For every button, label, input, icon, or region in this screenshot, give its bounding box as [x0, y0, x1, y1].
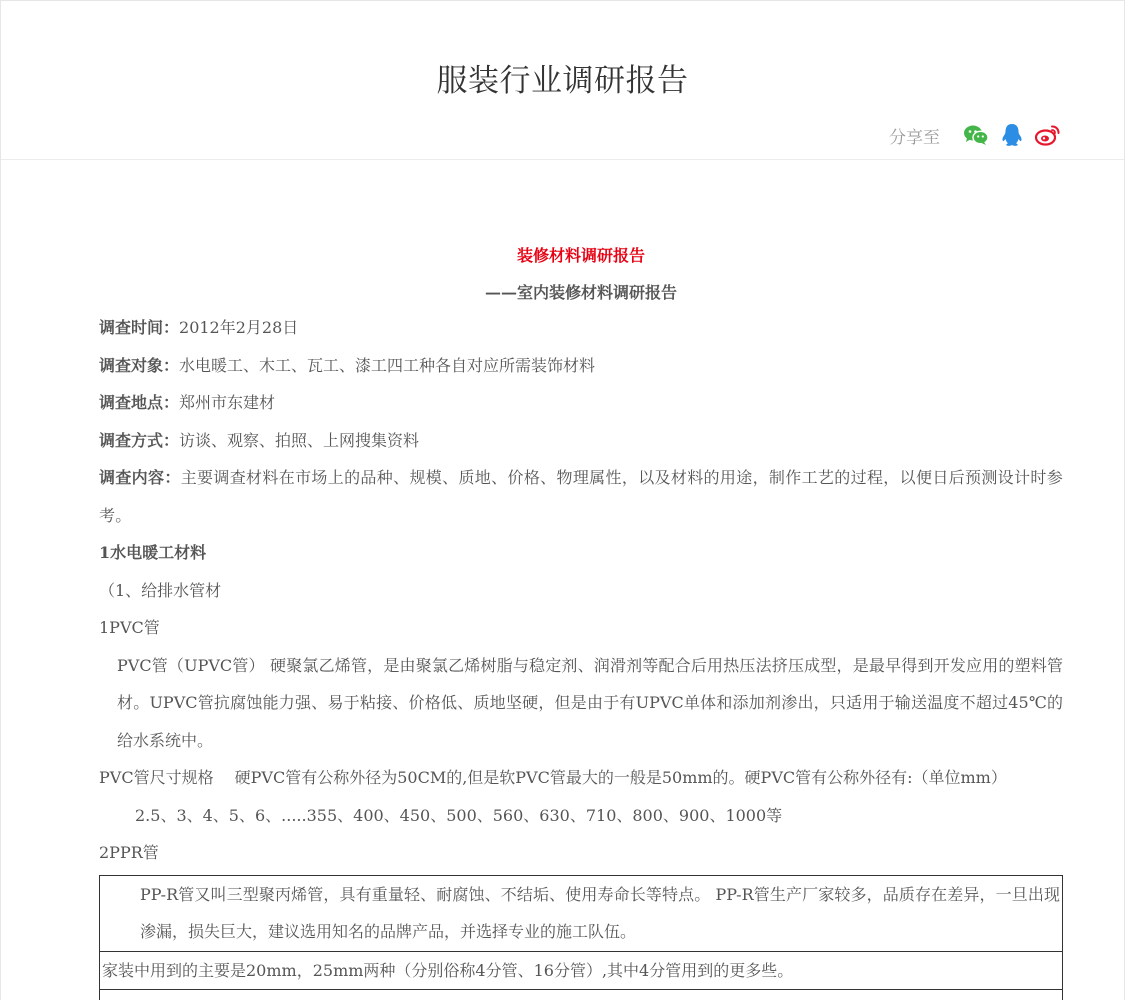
meta-value: 访谈、观察、拍照、上网搜集资料	[179, 430, 420, 450]
ppr-table-cell	[100, 990, 1062, 1000]
meta-value: 水电暖工、木工、瓦工、漆工四工种各自对应所需装饰材料	[179, 355, 596, 375]
meta-item-method	[99, 422, 1063, 460]
meta-label: 调查方式：	[99, 430, 180, 450]
subsection-heading: （1、给排水管材	[99, 580, 222, 600]
meta-item-content	[99, 459, 1063, 534]
page-header	[1, 1, 1124, 160]
article-title: 装修材料调研报告	[516, 246, 645, 265]
meta-label: 调查对象：	[99, 355, 180, 375]
qq-icon[interactable]	[998, 121, 1026, 149]
meta-label: 调查地点：	[99, 393, 180, 412]
weibo-icon[interactable]	[1034, 121, 1062, 149]
item-heading-ppr: 2PPR管	[99, 843, 159, 862]
pvc-size-line: PVC管尺寸规格 硬PVC管有公称外径为50CM的,但是软PVC管最大的一般是50mm的。硬PVC管有公称外径有:（单位mm）	[99, 768, 1007, 787]
section-heading-text: 1水电暖工材料	[99, 543, 207, 562]
pvc-size-list: 2.5、3、4、5、6、.....355、400、450、500、560、630、710、800、900、1000等	[135, 805, 783, 825]
item-heading-pvc: 1PVC管	[99, 618, 160, 637]
article-subtitle: ——室内装修材料调研报告	[484, 283, 677, 302]
meta-list	[99, 309, 1063, 534]
page-title: 服装行业调研报告	[436, 63, 689, 99]
share-label: 分享至	[889, 127, 940, 148]
meta-label: 调查时间：	[99, 318, 180, 337]
ppr-table-cell: 家装中用到的主要是20mm，25mm两种（分别俗称4分管、16分管）,其中4分管用到的更多些。	[100, 952, 1062, 991]
section-heading	[99, 534, 1063, 572]
ppr-table-cell: PP-R管又叫三型聚丙烯管，具有重量轻、耐腐蚀、不结垢、使用寿命长等特点。 PP-R管生产厂家较多，品质存在差异，一旦出现渗漏，损失巨大，建议选用知名的品牌产品，并选择专业的施工队伍。	[100, 876, 1062, 952]
meta-value: 郑州市东建材	[179, 393, 276, 412]
pvc-paragraph: PVC管（UPVC管） 硬聚氯乙烯管，是由聚氯乙烯树脂与稳定剂、润滑剂等配合后用热压法挤压成型，是最早得到开发应用的塑料管材。UPVC管抗腐蚀能力强、易于粘接、价格低、质地坚硬，但是由于有UPVC单体和添加剂渗出，只适用于输送温度不超过45℃的给水系统中。	[117, 655, 1063, 750]
share-bar	[889, 121, 1062, 149]
meta-item-time	[99, 309, 1063, 347]
ppr-table	[99, 875, 1063, 1000]
article-body	[99, 160, 1063, 1000]
meta-item-location	[99, 384, 1063, 422]
meta-label: 调查内容：	[99, 468, 181, 487]
wechat-icon[interactable]	[962, 121, 990, 149]
meta-value: 2012年2月28日	[179, 318, 299, 337]
meta-item-target	[99, 347, 1063, 385]
meta-value: 主要调查材料在市场上的品种、规模、质地、价格、物理属性，以及材料的用途，制作工艺的过程，以便日后预测设计时参考。	[99, 468, 1063, 525]
